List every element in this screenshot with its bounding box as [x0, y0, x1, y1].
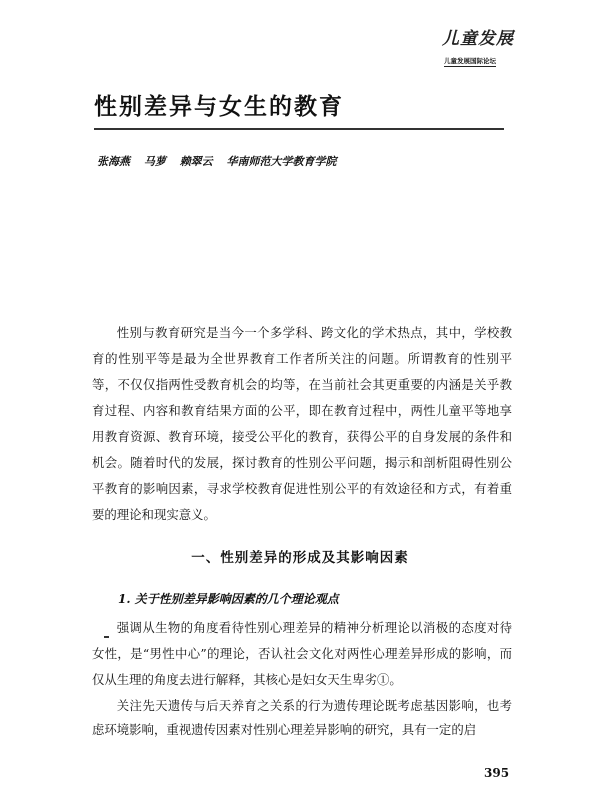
author-line [97, 153, 347, 169]
body-paragraph: 强调从生物的角度看待性别心理差异的精神分析理论以消极的态度对待女性，是“男性中心”的理论，否认社会文化对两性心理差异形成的影响，而仅从生理的角度去进行解释，其核心是妇女天生卑劣①。 [92, 620, 512, 687]
author-1: 张海燕 [97, 155, 130, 168]
author-3: 赖翠云 [179, 155, 213, 168]
journal-logo [436, 24, 536, 68]
logo-subtitle: 儿童发展国际论坛 [444, 57, 496, 65]
subsection-heading: 1. 关于性别差异影响因素的几个理论观点 [118, 592, 339, 606]
body-paragraph: 关注先天遗传与后天养育之关系的行为遗传理论既考虑基因影响，也考虑环境影响，重视遗传因素对性别心理差异影响的研究，具有一定的启 [92, 698, 512, 737]
title-divider [94, 128, 504, 130]
intro-paragraph: 性别与教育研究是当今一个多学科、跨文化的学术热点，其中，学校教育的性别平等是最为全世界教育工作者所关注的问题。所谓教育的性别平等，不仅仅指两性受教育机会的均等，在当前社会其更重要的内涵是关乎教育过程、内容和教育结果方面的公平，即在教育过程中，两性儿童平等地享用教育资源、教育环境，接受公平化的教育，获得公平的自身发展的条件和机会。随着时代的发展，探讨教育的性别公平问题，揭示和剖析阻碍性别公平教育的影响因素，寻求学校教育促进性别公平的有效途径和方式，有着重要的理论和现实意义。 [92, 325, 512, 522]
logo-script-text: 儿童发展 [442, 29, 514, 49]
page-number: 395 [484, 766, 510, 780]
author-affiliation: 华南师范大学教育学院 [226, 155, 337, 168]
article-title: 性别差异与女生的教育 [94, 93, 344, 120]
author-2: 马萝 [143, 155, 166, 168]
section-heading: 一、性别差异的形成及其影响因素 [191, 550, 409, 566]
